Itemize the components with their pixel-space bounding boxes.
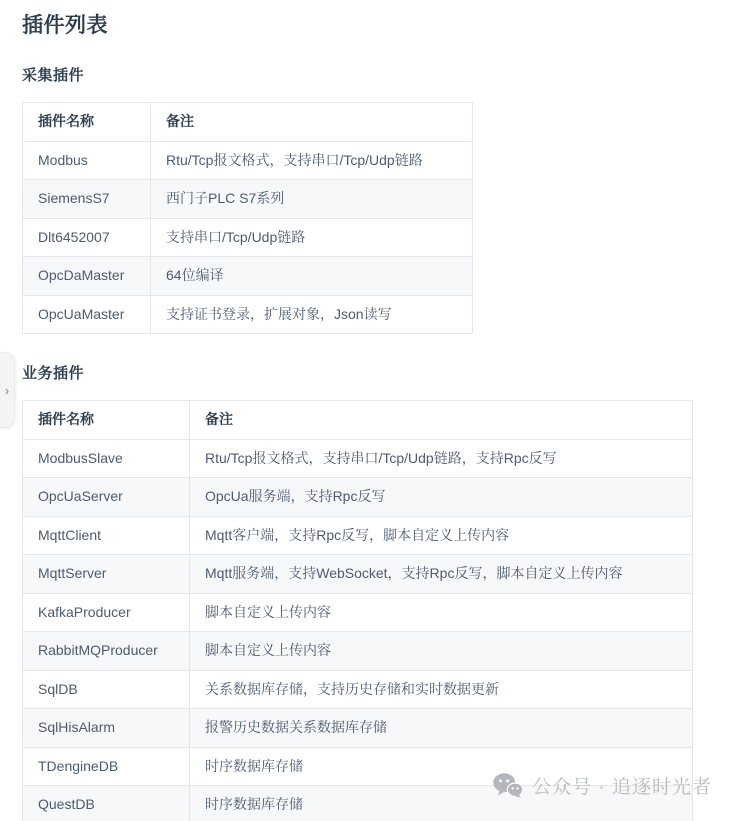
plugin-name-cell: OpcUaMaster	[23, 295, 151, 334]
plugin-remark-cell: 脚本自定义上传内容	[190, 632, 693, 671]
plugin-remark-cell: Mqtt服务端，支持WebSocket，支持Rpc反写，脚本自定义上传内容	[190, 555, 693, 594]
page-title: 插件列表	[22, 14, 108, 37]
section-collect-plugins	[22, 64, 693, 334]
table-row	[23, 478, 693, 517]
plugin-name-cell: QuestDB	[23, 786, 190, 821]
plugin-name-cell: SqlDB	[23, 670, 190, 709]
plugin-remark-cell: 支持串口/Tcp/Udp链路	[151, 218, 473, 257]
table-row	[23, 516, 693, 555]
table-row	[23, 180, 473, 219]
table-row	[23, 555, 693, 594]
table-row	[23, 747, 693, 786]
collect-plugins-heading: 采集插件	[22, 67, 85, 84]
plugin-name-cell: TDengineDB	[23, 747, 190, 786]
table-row	[23, 632, 693, 671]
table-row	[23, 670, 693, 709]
business-plugins-heading: 业务插件	[22, 365, 85, 382]
remark-header: 备注	[190, 401, 693, 440]
plugin-remark-cell: 报警历史数据关系数据库存储	[190, 709, 693, 748]
plugin-remark-cell: 64位编译	[151, 257, 473, 296]
table-row	[23, 295, 473, 334]
plugin-remark-cell: 脚本自定义上传内容	[190, 593, 693, 632]
plugin-name-cell: MqttServer	[23, 555, 190, 594]
plugin-remark-cell: 支持证书登录，扩展对象，Json读写	[151, 295, 473, 334]
table-header-row	[23, 103, 473, 142]
plugin-name-header: 插件名称	[23, 401, 190, 440]
table-header-row	[23, 401, 693, 440]
collect-plugins-table	[22, 102, 473, 334]
table-row	[23, 439, 693, 478]
table-row	[23, 218, 473, 257]
table-row	[23, 593, 693, 632]
plugin-remark-cell: 时序数据库存储	[190, 786, 693, 821]
section-business-plugins	[22, 362, 693, 821]
chevron-right-icon: ›	[4, 382, 10, 398]
plugin-name-cell: Dlt6452007	[23, 218, 151, 257]
plugin-name-cell: RabbitMQProducer	[23, 632, 190, 671]
table-row	[23, 257, 473, 296]
plugin-name-cell: KafkaProducer	[23, 593, 190, 632]
plugin-name-cell: Modbus	[23, 141, 151, 180]
plugin-name-header: 插件名称	[23, 103, 151, 142]
sidebar-expand-toggle[interactable]	[0, 352, 15, 428]
plugin-remark-cell: Mqtt客户端，支持Rpc反写，脚本自定义上传内容	[190, 516, 693, 555]
watermark-text: 公众号 · 追逐时光者	[532, 777, 712, 798]
plugin-name-cell: SiemensS7	[23, 180, 151, 219]
plugin-name-cell: MqttClient	[23, 516, 190, 555]
table-row	[23, 709, 693, 748]
plugin-name-cell: OpcUaServer	[23, 478, 190, 517]
table-row	[23, 786, 693, 821]
plugin-remark-cell: 关系数据库存储，支持历史存储和实时数据更新	[190, 670, 693, 709]
table-row	[23, 141, 473, 180]
plugin-remark-cell: Rtu/Tcp报文格式，支持串口/Tcp/Udp链路	[151, 141, 473, 180]
business-plugins-table	[22, 400, 693, 821]
plugin-name-cell: OpcDaMaster	[23, 257, 151, 296]
plugin-remark-cell: 时序数据库存储	[190, 747, 693, 786]
plugin-remark-cell: Rtu/Tcp报文格式，支持串口/Tcp/Udp链路，支持Rpc反写	[190, 439, 693, 478]
plugin-remark-cell: OpcUa服务端，支持Rpc反写	[190, 478, 693, 517]
plugin-name-cell: ModbusSlave	[23, 439, 190, 478]
plugin-name-cell: SqlHisAlarm	[23, 709, 190, 748]
plugin-remark-cell: 西门子PLC S7系列	[151, 180, 473, 219]
remark-header: 备注	[151, 103, 473, 142]
